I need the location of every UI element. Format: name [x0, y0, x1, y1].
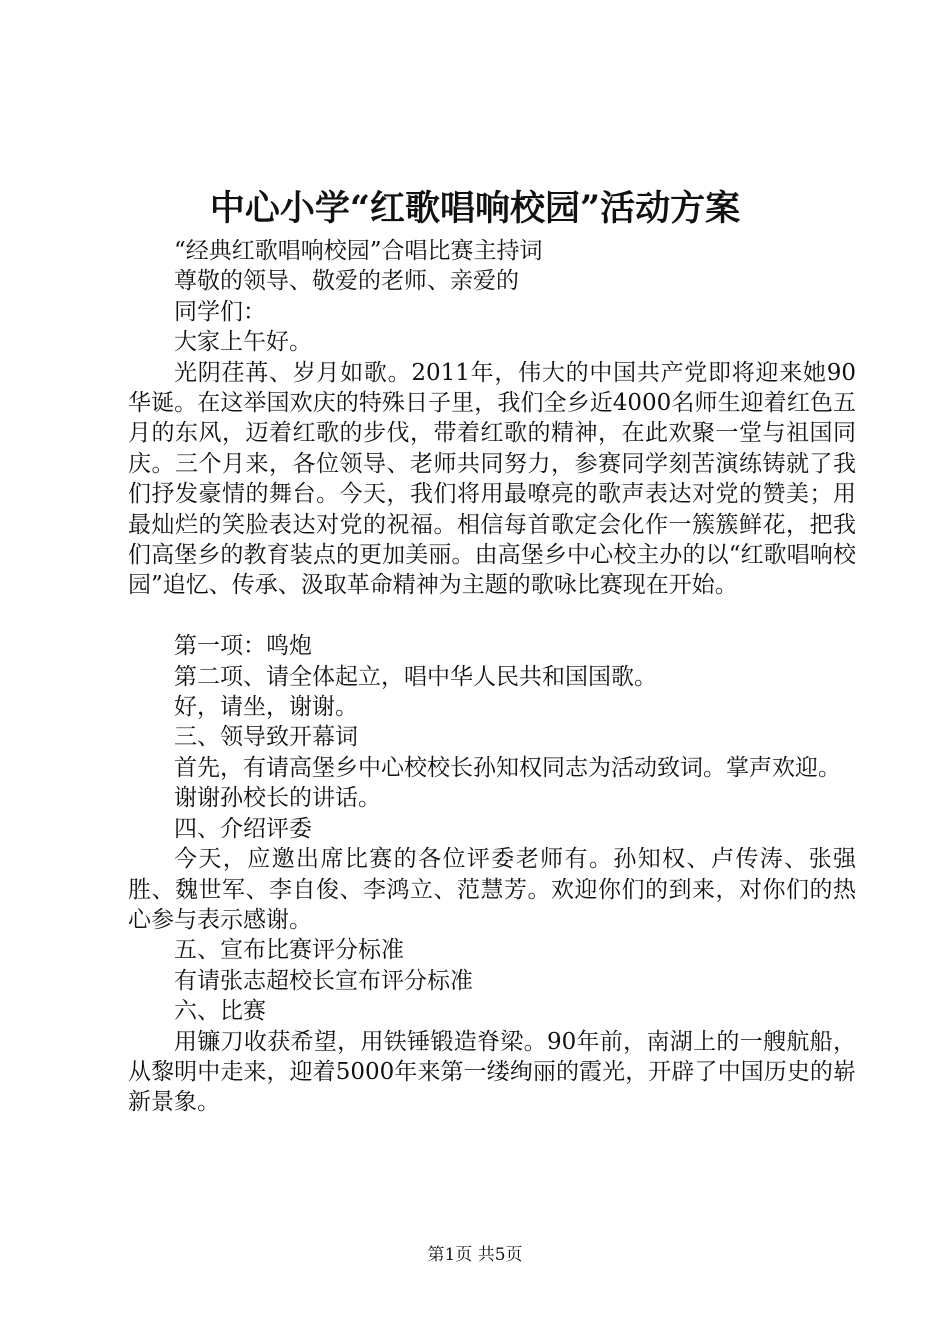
paragraph-spacer: [128, 601, 856, 631]
paragraph-competition: 用镰刀收获希望，用铁锤锻造脊梁。90年前，南湖上的一艘航船，从黎明中走来，迎着5000年来第一缕绚丽的霞光，开辟了中国历史的崭新景象。: [128, 1028, 856, 1116]
paragraph-salutation-cont: 同学们：: [174, 298, 266, 325]
paragraph-thanks: 好，请坐，谢谢。: [174, 694, 358, 721]
paragraph-item-1: 第一项：鸣炮: [174, 633, 312, 660]
paragraph-speech-intro: 首先，有请高堡乡中心校校长孙知权同志为活动致词。掌声欢迎。: [174, 754, 841, 781]
paragraph-item-6: 六、比赛: [174, 998, 266, 1025]
document-body: [128, 236, 856, 1118]
paragraph-greeting: 大家上午好。: [174, 329, 312, 356]
page-footer: 第1页 共5页: [427, 1245, 523, 1265]
document-title: 中心小学“红歌唱响校园”活动方案: [209, 188, 741, 229]
paragraph-salutation: 尊敬的领导、敬爱的老师、亲爱的: [174, 268, 519, 295]
paragraph-judges: 今天，应邀出席比赛的各位评委老师有。孙知权、卢传涛、张强胜、魏世军、李自俊、李鸿立、范慧芳。欢迎你们的到来，对你们的热心参与表示感谢。: [128, 846, 856, 933]
paragraph-item-2: 第二项、请全体起立，唱中华人民共和国国歌。: [174, 663, 657, 690]
paragraph-heading: “经典红歌唱响校园”合唱比赛主持词: [174, 238, 543, 264]
paragraph-speech-thanks: 谢谢孙校长的讲话。: [174, 785, 381, 812]
paragraph-scoring: 有请张志超校长宣布评分标准: [174, 967, 473, 994]
paragraph-opening: 光阴荏苒、岁月如歌。2011年，伟大的中国共产党即将迎来她90华诞。在这举国欢庆的特殊日子里，我们全乡近4000名师生迎着红色五月的东风，迈着红歌的步伐，带着红歌的精神，在此欢聚一堂与祖国同庆。三个月来，各位领导、老师共同努力，参赛同学刻苦演练铸就了我们抒发豪情的舞台。今天，我们将用最嘹亮的歌声表达对党的赞美；用最灿烂的笑脸表达对党的祝福。相信每首歌定会化作一簇簇鲜花，把我们高堡乡的教育装点的更加美丽。由高堡乡中心校主办的以“红歌唱响校园”追忆、传承、汲取革命精神为主题的歌咏比赛现在开始。: [128, 359, 856, 599]
paragraph-item-5: 五、宣布比赛评分标准: [174, 937, 404, 964]
paragraph-item-3: 三、领导致开幕词: [174, 724, 358, 751]
paragraph-item-4: 四、介绍评委: [174, 815, 312, 842]
